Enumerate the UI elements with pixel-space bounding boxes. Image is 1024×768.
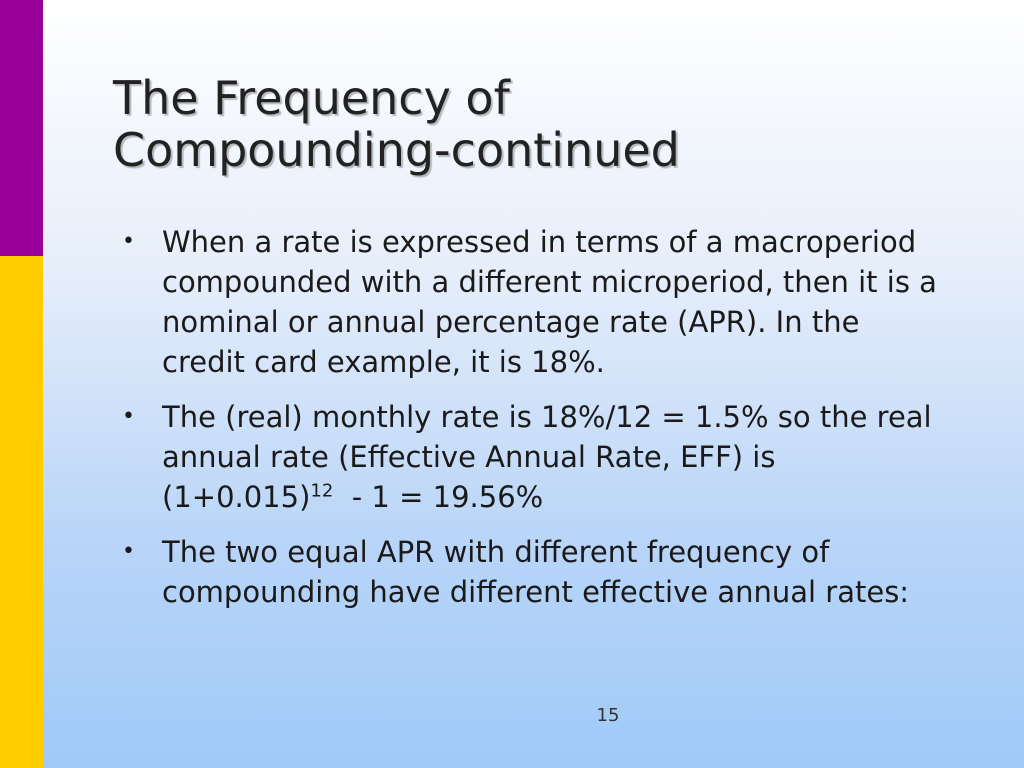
bullet-item-equal-apr bbox=[122, 532, 942, 612]
bullet-marker: • bbox=[122, 539, 135, 564]
slide-title-line-1: The Frequency of bbox=[113, 71, 510, 125]
bullet-marker: • bbox=[122, 229, 135, 254]
bullet-text: When a rate is expressed in terms of a macroperiod compounded with a different microperiod, then it is a nominal or annual percentage rate (APR). In the credit card example, it is 18%. bbox=[162, 225, 937, 379]
slide-title-line-2: Compounding-continued bbox=[113, 123, 680, 177]
page-number: 15 bbox=[596, 705, 620, 726]
accent-bar-top bbox=[0, 0, 43, 256]
bullet-text: The (real) monthly rate is 18%/12 = 1.5% so the real annual rate (Effective Annual Rate, EFF) is (1+0.015) bbox=[162, 400, 932, 514]
bullet-list bbox=[122, 222, 942, 627]
slide-title bbox=[113, 72, 973, 176]
bullet-text-after: - 1 = 19.56% bbox=[333, 480, 544, 514]
accent-bar-bottom bbox=[0, 256, 43, 768]
bullet-marker: • bbox=[122, 404, 135, 429]
exponent-superscript: 12 bbox=[310, 480, 334, 502]
bullet-text: The two equal APR with different frequency of compounding have different effective annual rates: bbox=[162, 535, 910, 609]
bullet-item-monthly-rate bbox=[122, 397, 942, 517]
bullet-item-apr bbox=[122, 222, 942, 382]
